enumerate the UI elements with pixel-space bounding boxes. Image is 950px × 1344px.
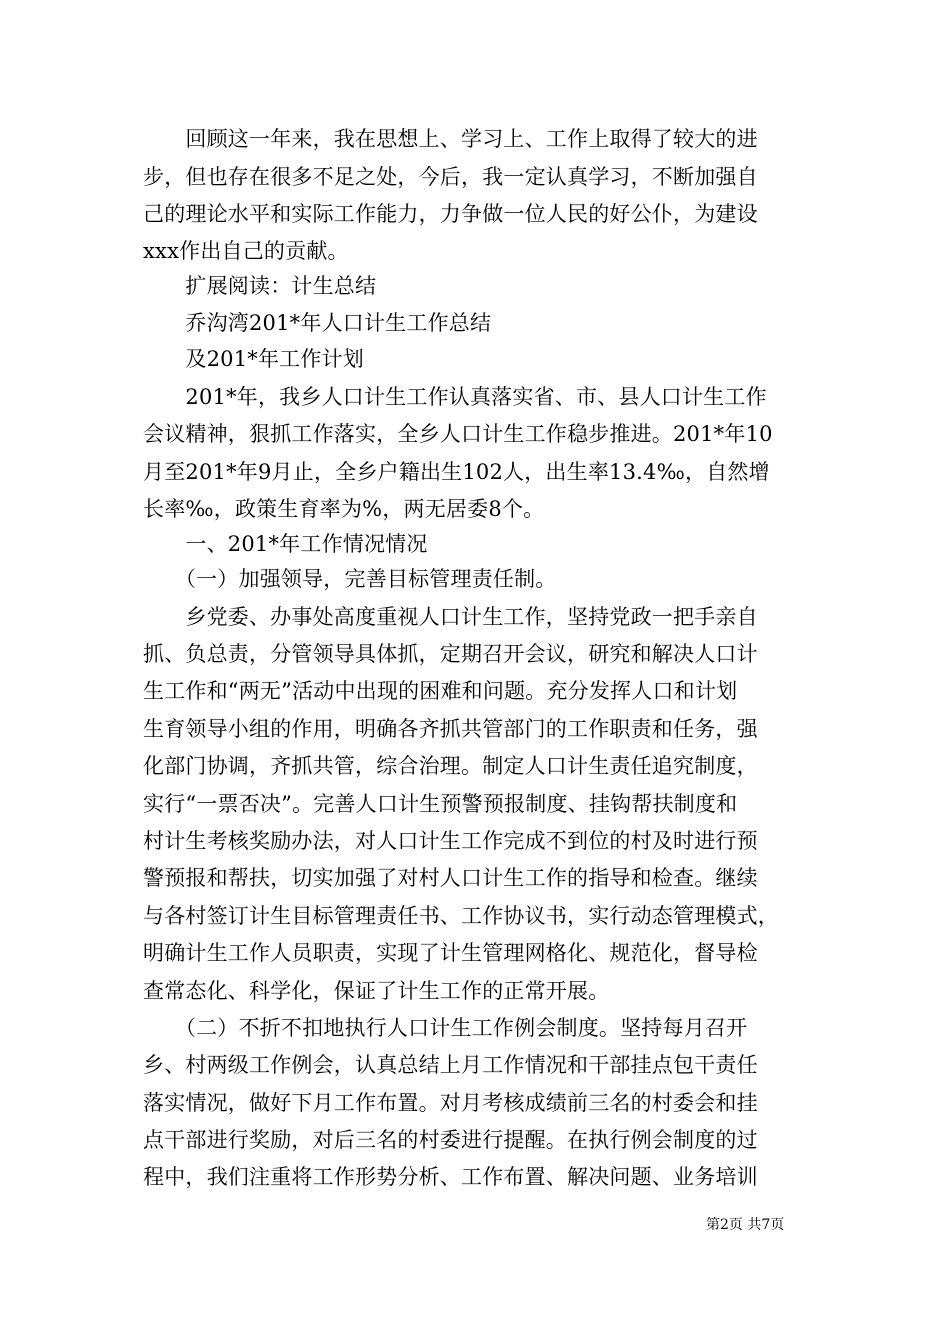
body-text-line: 会议精神，狠抓工作落实，全乡人口计生工作稳步推进。201*年10 xyxy=(143,422,773,446)
body-text-line: 警预报和帮扶，切实加强了对村人口计生工作的指导和检查。继续 xyxy=(143,866,758,890)
document-title: 乔沟湾201*年人口计生工作总结 xyxy=(143,311,492,335)
body-text-line: xxx作出自己的贡献。 xyxy=(143,239,349,263)
page-number-footer: 第2页 共7页 xyxy=(706,1217,785,1233)
body-text-line: 明确计生工作人员职责，实现了计生管理网格化、规范化，督导检 xyxy=(143,941,758,965)
body-text-line: 与各村签订计生目标管理责任书、工作协议书，实行动态管理模式， xyxy=(143,904,779,928)
body-text-line: 点干部进行奖励，对后三名的村委进行提醒。在执行例会制度的过 xyxy=(143,1128,758,1152)
body-text-line: 长率‰，政策生育率为%，两无居委8个。 xyxy=(143,497,545,521)
body-text-line: 生育领导小组的作用，明确各齐抓共管部门的工作职责和任务，强 xyxy=(143,717,758,741)
body-text-line: 201*年，我乡人口计生工作认真落实省、市、县人口计生工作 xyxy=(143,385,767,409)
extended-reading-heading: 扩展阅读：计生总结 xyxy=(143,274,377,298)
body-text-line: 生工作和“两无”活动中出现的困难和问题。充分发挥人口和计划 xyxy=(143,679,738,703)
body-text-line: 回顾这一年来，我在思想上、学习上、工作上取得了较大的进 xyxy=(143,127,758,151)
section-heading: 一、201*年工作情况情况 xyxy=(143,532,428,556)
body-text-line: 抓、负总责，分管领导具体抓，定期召开会议，研究和解决人口计 xyxy=(143,642,758,666)
body-text-line: 己的理论水平和实际工作能力，力争做一位人民的好公仆，为建设 xyxy=(143,202,758,226)
body-text-line: 查常态化、科学化，保证了计生工作的正常开展。 xyxy=(143,979,610,1003)
body-text-line: 步，但也存在很多不足之处，今后，我一定认真学习，不断加强自 xyxy=(143,165,758,189)
body-text-line: 落实情况，做好下月工作布置。对月考核成绩前三名的村委会和挂 xyxy=(143,1091,758,1115)
body-text-line: 村计生考核奖励办法，对人口计生工作完成不到位的村及时进行预 xyxy=(143,829,758,853)
body-text-line: 乡、村两级工作例会，认真总结上月工作情况和干部挂点包干责任 xyxy=(143,1053,758,1077)
body-text-line: 程中，我们注重将工作形势分析、工作布置、解决问题、业务培训 xyxy=(143,1165,758,1189)
subsection-heading: （一）加强领导，完善目标管理责任制。 xyxy=(143,567,557,591)
body-text-line: 月至201*年9月止，全乡户籍出生102人，出生率13.4‰，自然增 xyxy=(143,460,770,484)
body-text-line: 乡党委、办事处高度重视人口计生工作，坚持党政一把手亲自 xyxy=(143,605,758,629)
body-text-line: 化部门协调，齐抓共管，综合治理。制定人口计生责任追究制度， xyxy=(143,754,758,778)
document-subtitle: 及201*年工作计划 xyxy=(143,347,364,371)
body-text-line: （二）不折不扣地执行人口计生工作例会制度。坚持每月召开 xyxy=(143,1016,748,1040)
body-text-line: 实行“一票否决”。完善人口计生预警预报制度、挂钩帮扶制度和 xyxy=(143,792,738,816)
